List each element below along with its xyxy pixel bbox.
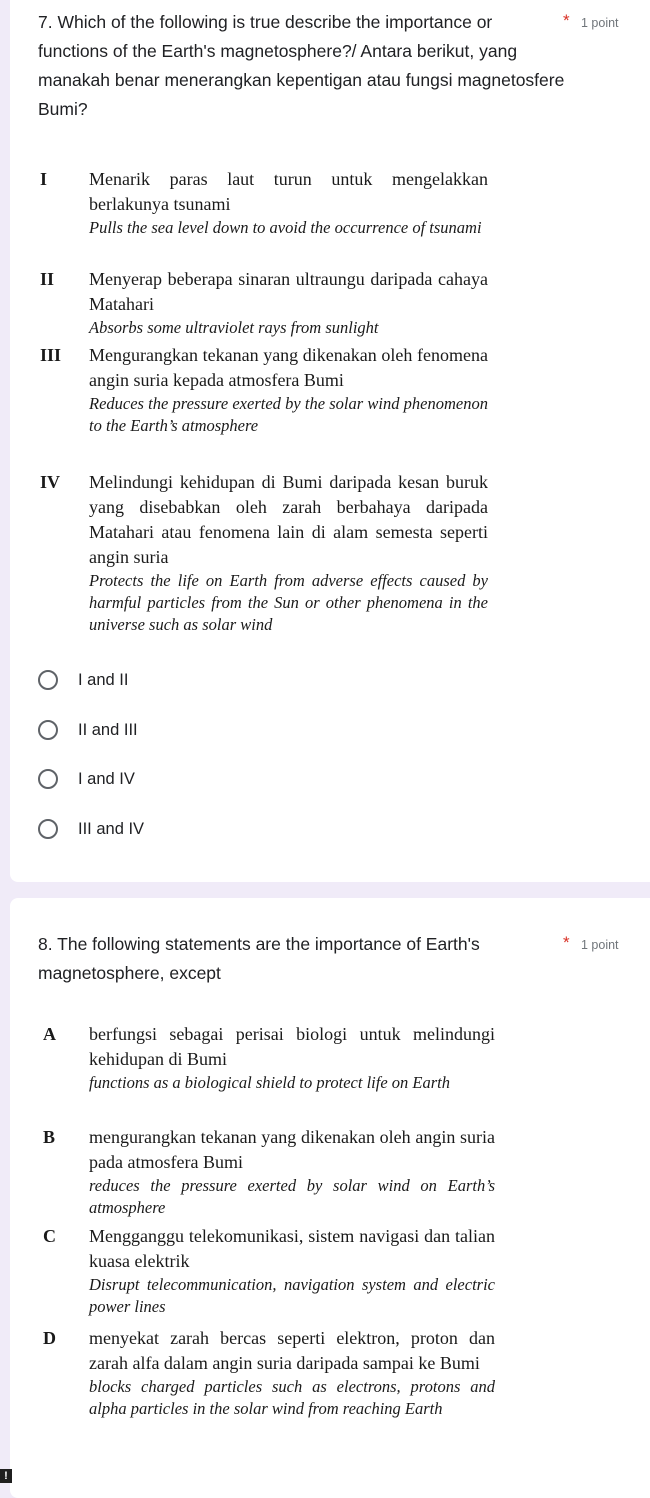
question-8-title: 8. The following statements are the importance of Earth's magnetosphere, except xyxy=(38,934,480,983)
option-iii-and-iv[interactable]: III and IV xyxy=(38,812,144,846)
alert-icon: ! xyxy=(0,1469,12,1483)
question-7-title: 7. Which of the following is true describe the importance or functions of the Earth's magnetosphere?/ Antara berikut, yang manakah benar menerangkan kepentigan atau fungsi magnetosfere Bumi? xyxy=(38,12,565,119)
radio-button[interactable] xyxy=(38,819,58,839)
statement-III: III Mengurangkan tekanan yang dikenakan oleh fenomena angin suria kepada atmosfera Bumi Reduces the pressure exerted by the solar wind phenomenon to the Earth’s atmosphere xyxy=(40,345,488,435)
required-asterisk: * xyxy=(563,933,570,952)
statement-C: C Mengganggu telekomunikasi, sistem navigasi dan talian kuasa elektrik Disrupt telecommunication, navigation system and electric power lines xyxy=(43,1226,495,1316)
required-asterisk: * xyxy=(563,11,570,30)
statement-A: A berfungsi sebagai perisai biologi untuk melindungi kehidupan di Bumi functions as a biological shield to protect life on Earth xyxy=(43,1024,495,1092)
statement-B: B mengurangkan tekanan yang dikenakan oleh angin suria pada atmosfera Bumi reduces the pressure exerted by solar wind on Earth’s atmosphere xyxy=(43,1127,495,1217)
option-i-and-iv[interactable]: I and IV xyxy=(38,762,135,796)
option-ii-and-iii[interactable]: II and III xyxy=(38,713,138,747)
radio-button[interactable] xyxy=(38,720,58,740)
points-label: 1 point xyxy=(581,938,619,952)
radio-button[interactable] xyxy=(38,769,58,789)
statement-I: I Menarik paras laut turun untuk mengelakkan berlakunya tsunami Pulls the sea level down to avoid the occurrence of tsunami xyxy=(40,169,488,237)
points-label: 1 point xyxy=(581,16,619,30)
question-7-card xyxy=(10,0,650,882)
option-i-and-ii[interactable]: I and II xyxy=(38,663,128,697)
statement-IV: IV Melindungi kehidupan di Bumi daripada kesan buruk yang disebabkan oleh zarah berbahaya daripada Matahari atau fenomena lain di alam semesta seperti angin suria Protects the life on Earth from adverse effects caused by harmful particles from the Sun or other phenomena in the universe such as solar wind xyxy=(40,472,488,634)
radio-button[interactable] xyxy=(38,670,58,690)
statement-D: D menyekat zarah bercas seperti elektron, proton dan zarah alfa dalam angin suria daripada sampai ke Bumi blocks charged particles such as electrons, protons and alpha particles in the solar wind from reaching Earth xyxy=(43,1328,495,1418)
statement-II: II Menyerap beberapa sinaran ultraungu daripada cahaya Matahari Absorbs some ultraviolet rays from sunlight xyxy=(40,269,488,337)
question-8-card xyxy=(10,898,650,1498)
